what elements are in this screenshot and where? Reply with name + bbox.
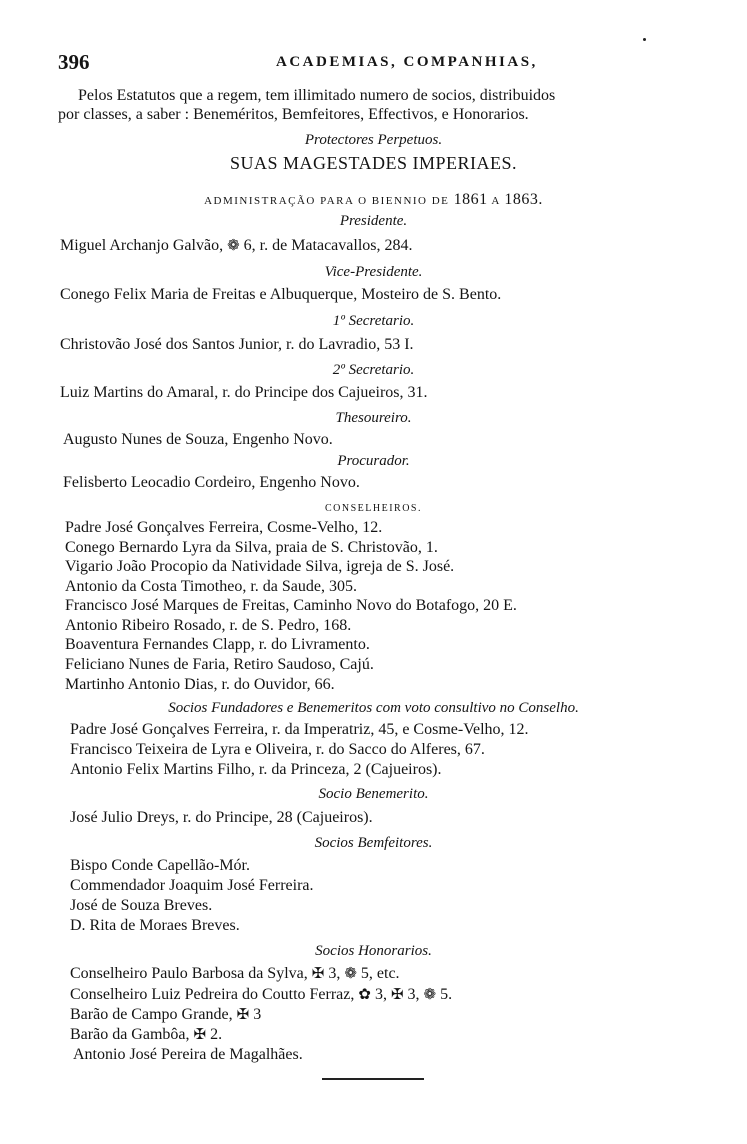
- order-cross-icon: ✠: [390, 987, 404, 1003]
- bemfeitores-heading: Socios Bemfeitores.: [314, 835, 433, 851]
- running-title: ACADEMIAS, COMPANHIAS,: [276, 54, 538, 70]
- order-cross-icon: ✠: [193, 1027, 207, 1043]
- conselheiros-heading: CONSELHEIROS.: [324, 503, 422, 514]
- insignia-grade: 3,: [374, 986, 387, 1003]
- ink-speck: [643, 38, 646, 41]
- page-number: 396: [58, 50, 90, 74]
- presidente-rest: 6, r. de Matacavallos, 284.: [243, 237, 413, 254]
- bemfeitor-item: D. Rita de Moraes Breves.: [70, 917, 240, 934]
- honorario-name: Conselheiro Paulo Barbosa da Sylva,: [70, 965, 308, 982]
- honorario-item: [70, 1025, 222, 1045]
- thesoureiro-entry: Augusto Nunes de Souza, Engenho Novo.: [63, 431, 333, 448]
- insignia-grade: 3,: [328, 965, 341, 982]
- insignia-grade: 5.: [440, 986, 453, 1003]
- honorario-item: [70, 985, 452, 1005]
- secretario-2-title: 2º Secretario.: [332, 362, 415, 378]
- insignia-grade: 5, etc.: [360, 965, 400, 982]
- insignia-grade: 2.: [210, 1026, 223, 1043]
- presidente-title: Presidente.: [339, 213, 408, 229]
- fundador-item: Padre José Gonçalves Ferreira, r. da Imperatriz, 45, e Cosme-Velho, 12.: [70, 721, 529, 738]
- bemfeitor-item: José de Souza Breves.: [70, 897, 213, 914]
- fundador-item: Antonio Felix Martins Filho, r. da Princeza, 2 (Cajueiros).: [70, 761, 442, 778]
- benemerito-item: José Julio Dreys, r. do Principe, 28 (Cajueiros).: [70, 809, 373, 826]
- honorario-name: Conselheiro Luiz Pedreira do Coutto Ferraz,: [70, 986, 355, 1003]
- administracao-label: ADMINISTRAÇÃO PARA O BIENNIO DE: [204, 195, 450, 207]
- secretario-1-entry: Christovão José dos Santos Junior, r. do Lavradio, 53 I.: [60, 336, 414, 353]
- order-cross-icon: ✠: [236, 1007, 250, 1023]
- honorario-item: [70, 1005, 261, 1025]
- presidente-entry: [60, 236, 413, 256]
- secretario-2-entry: Luiz Martins do Amaral, r. do Principe dos Cajueiros, 31.: [60, 384, 428, 401]
- conselheiro-item: Feliciano Nunes de Faria, Retiro Saudoso, Cajú.: [65, 656, 374, 673]
- honorario-item: Antonio José Pereira de Magalhães.: [73, 1046, 303, 1063]
- procurador-entry: Felisberto Leocadio Cordeiro, Engenho Novo.: [63, 474, 360, 491]
- bemfeitor-item: Bispo Conde Capellão-Mór.: [70, 857, 250, 874]
- page-header: [58, 50, 698, 76]
- vice-presidente-title: Vice-Presidente.: [324, 264, 423, 280]
- insignia-grade: 3,: [407, 986, 420, 1003]
- conselheiro-item: Conego Bernardo Lyra da Silva, praia de S. Christovão, 1.: [65, 539, 438, 556]
- vice-presidente-entry: Conego Felix Maria de Freitas e Albuquerque, Mosteiro de S. Bento.: [60, 286, 502, 303]
- order-rose-icon: ❁: [423, 987, 437, 1003]
- year-separator: A: [491, 195, 501, 207]
- year-from: 1861: [453, 191, 488, 208]
- bemfeitor-item: Commendador Joaquim José Ferreira.: [70, 877, 314, 894]
- closing-rule: [322, 1078, 424, 1080]
- conselheiro-item: Antonio da Costa Timotheo, r. da Saude, 305.: [65, 578, 357, 595]
- conselheiro-item: Martinho Antonio Dias, r. do Ouvidor, 66.: [65, 676, 335, 693]
- intro-line-2: por classes, a saber : Beneméritos, Bemfeitores, Effectivos, e Honorarios.: [58, 106, 529, 123]
- conselheiro-item: Antonio Ribeiro Rosado, r. de S. Pedro, 168.: [65, 617, 352, 634]
- order-rose-icon: ❁: [344, 966, 357, 982]
- order-rose-icon: ❁: [227, 238, 240, 254]
- secretario-1-title: 1º Secretario.: [332, 313, 415, 329]
- year-to: 1863.: [504, 191, 543, 208]
- honorario-name: Barão da Gambôa,: [70, 1026, 190, 1043]
- order-star-icon: ✿: [358, 987, 371, 1003]
- conselheiro-item: Vigario João Procopio da Natividade Silva, igreja de S. José.: [65, 558, 455, 575]
- conselheiro-item: Francisco José Marques de Freitas, Caminho Novo do Botafogo, 20 E.: [65, 597, 517, 614]
- thesoureiro-title: Thesoureiro.: [335, 410, 412, 426]
- conselheiro-item: Boaventura Fernandes Clapp, r. do Livramento.: [65, 636, 370, 653]
- benemerito-heading: Socio Benemerito.: [318, 786, 429, 802]
- protectores-names: SUAS MAGESTADES IMPERIAES.: [229, 153, 518, 173]
- honorario-item: [70, 964, 400, 984]
- conselheiro-item: Padre José Gonçalves Ferreira, Cosme-Velho, 12.: [65, 519, 383, 536]
- honorario-name: Barão de Campo Grande,: [70, 1006, 233, 1023]
- insignia-grade: 3: [253, 1006, 262, 1023]
- intro-line-1: Pelos Estatutos que a regem, tem illimitado numero de socios, distribuidos: [78, 87, 556, 104]
- honorarios-heading: Socios Honorarios.: [315, 943, 432, 959]
- administracao-line: [0, 190, 747, 211]
- fundadores-heading: Socios Fundadores e Benemeritos com voto consultivo no Conselho.: [168, 700, 579, 716]
- order-cross-icon: ✠: [311, 966, 325, 982]
- fundador-item: Francisco Teixeira de Lyra e Oliveira, r. do Sacco do Alferes, 67.: [70, 741, 485, 758]
- presidente-name: Miguel Archanjo Galvão,: [60, 237, 224, 254]
- procurador-title: Procurador.: [337, 453, 410, 469]
- protectores-heading: Protectores Perpetuos.: [304, 132, 443, 148]
